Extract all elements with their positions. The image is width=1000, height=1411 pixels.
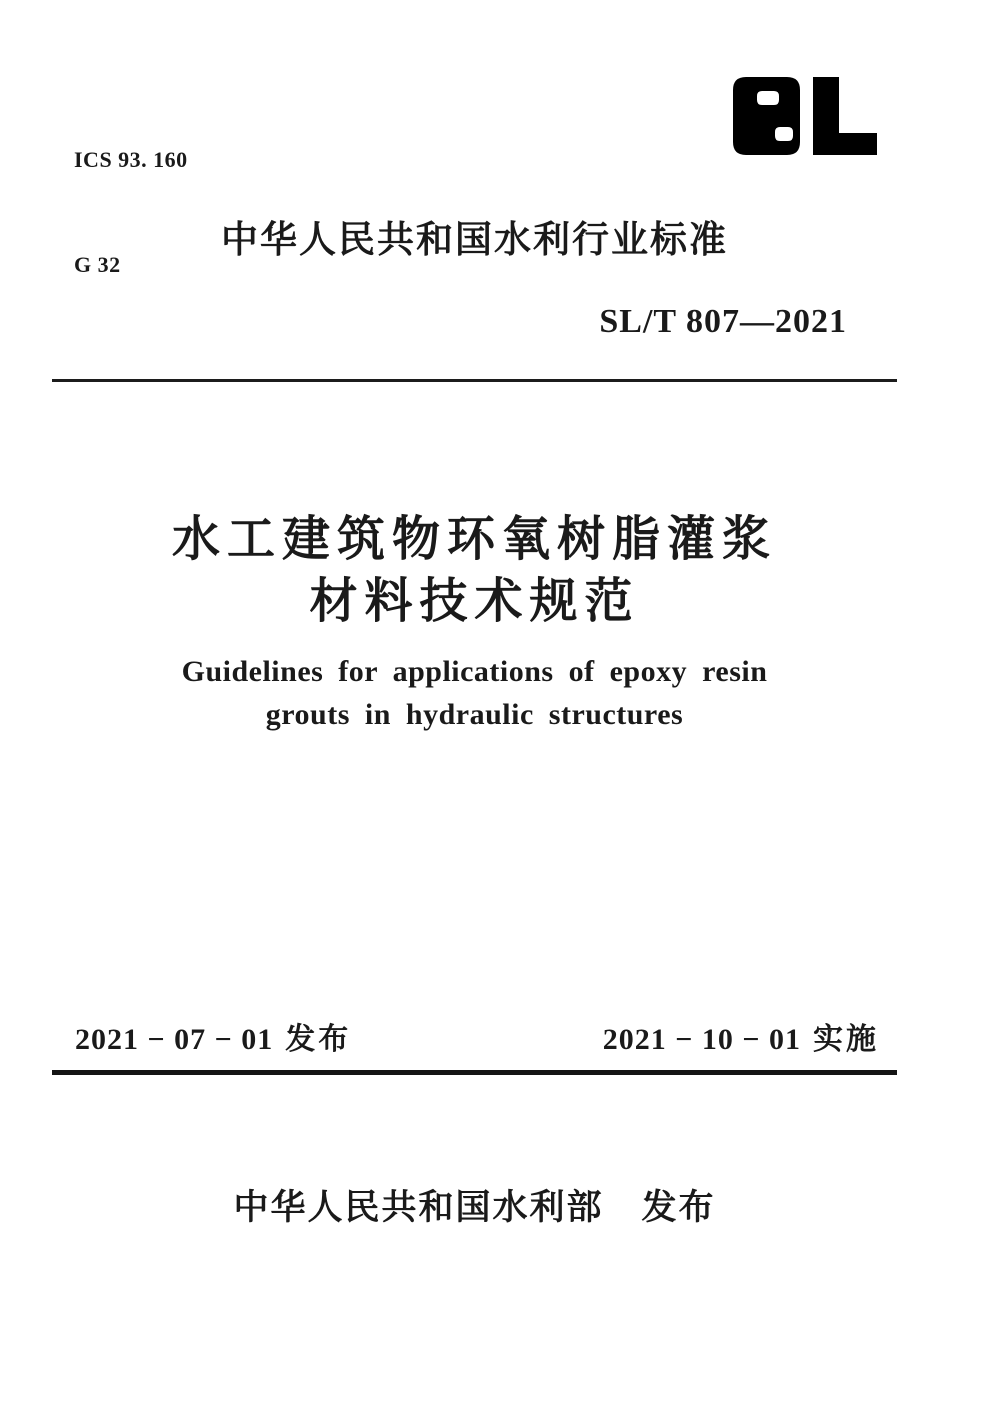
standard-number: SL/T 807—2021 (599, 303, 847, 340)
standard-category-title: 中华人民共和国水利行业标准 (221, 219, 728, 260)
sl-logo-icon (733, 77, 877, 155)
publisher-line (52, 1186, 897, 1230)
publisher-action-label: 发布 (641, 1188, 716, 1227)
bottom-divider-rule (52, 1070, 897, 1075)
date-row (52, 1014, 897, 1058)
document-title-cn-line1: 水工建筑物环氧树脂灌浆 (171, 513, 777, 566)
issue-date: 2021 − 07 − 01 (75, 1023, 274, 1056)
implement-date-group (603, 1014, 879, 1058)
ics-code: ICS 93. 160 (74, 147, 188, 172)
sl-logo (733, 77, 877, 155)
implement-date-label: 实施 (813, 1023, 879, 1056)
implement-date: 2021 − 10 − 01 (602, 1023, 801, 1056)
doc-class-code: G 32 (74, 252, 121, 277)
document-title-en-line1: Guidelines for applications of epoxy resin (181, 655, 768, 688)
document-title-en (52, 650, 897, 736)
issue-date-label: 发布 (285, 1023, 352, 1056)
top-divider-rule (52, 379, 897, 382)
document-title-cn (52, 509, 897, 633)
document-title-cn-line2: 材料技术规范 (309, 575, 640, 628)
publisher-name: 中华人民共和国水利部 (233, 1188, 604, 1227)
issue-date-group (75, 1014, 351, 1058)
document-title-en-line2: grouts in hydraulic structures (265, 698, 684, 731)
